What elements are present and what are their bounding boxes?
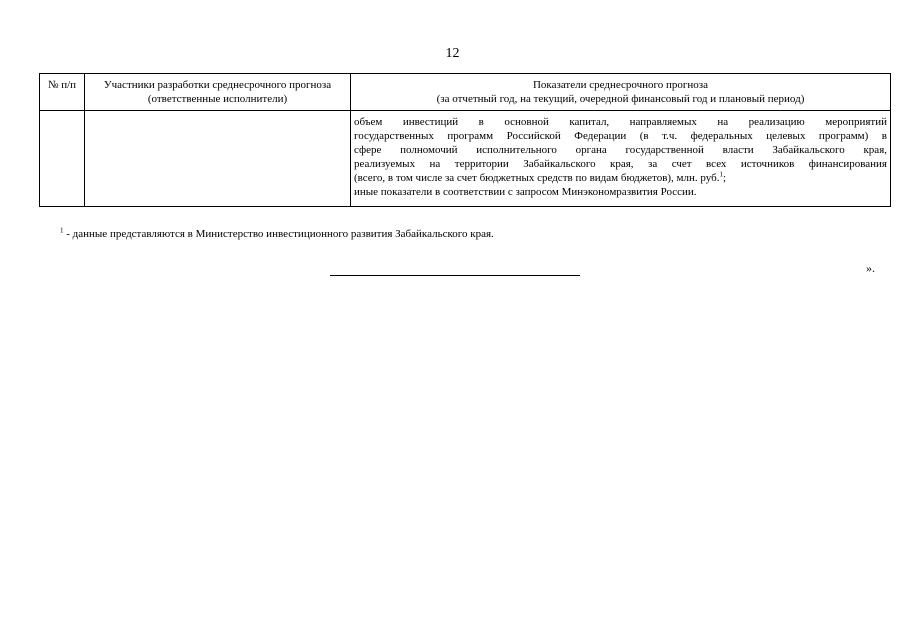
indicator-line: государственных программ Российской Федерации (в т.ч. федеральных целевых программ) в [354, 130, 887, 142]
footnote-marker: 1 [60, 226, 64, 235]
header-participants: Участники разработки среднесрочного прогноза (ответственные исполнители) [85, 74, 351, 111]
indicator-line: объем инвестиций в основной капитал, направляемых на реализацию мероприятий [354, 116, 887, 128]
indicator-punct: ; [722, 172, 727, 184]
indicator-line: сфере полномочий исполнительного органа государственной власти Забайкальского края, [354, 144, 887, 156]
cell-participants [85, 111, 351, 207]
closing-quote: ». [866, 261, 875, 275]
indicator-line: иные показатели в соответствии с запросом Минэкономразвития России. [354, 186, 697, 198]
table-row [40, 111, 891, 207]
footnote-ref: 1 [719, 170, 723, 179]
footnote [60, 228, 494, 240]
table-header-row [40, 74, 891, 111]
header-indicators [351, 74, 891, 111]
forecast-table [39, 73, 891, 207]
indicator-line: (всего, в том числе за счет бюджетных средств по видам бюджетов), млн. руб. [354, 172, 720, 184]
footnote-text: - данные представляются в Министерство инвестиционного развития Забайкальского края. [63, 228, 494, 240]
indicator-line: реализуемых на территории Забайкальского края, за счет всех источников финансирования [354, 158, 887, 170]
page-number: 12 [445, 46, 460, 61]
indicator-line-with-footnote [354, 171, 887, 185]
header-indicators-subtitle: (за отчетный год, на текущий, очередной финансовый год и плановый период) [436, 93, 805, 105]
signature-line [330, 275, 580, 276]
header-indicators-title: Показатели среднесрочного прогноза [532, 79, 709, 91]
cell-number [40, 111, 85, 207]
header-number: № п/п [40, 74, 85, 111]
cell-indicators [351, 111, 891, 207]
